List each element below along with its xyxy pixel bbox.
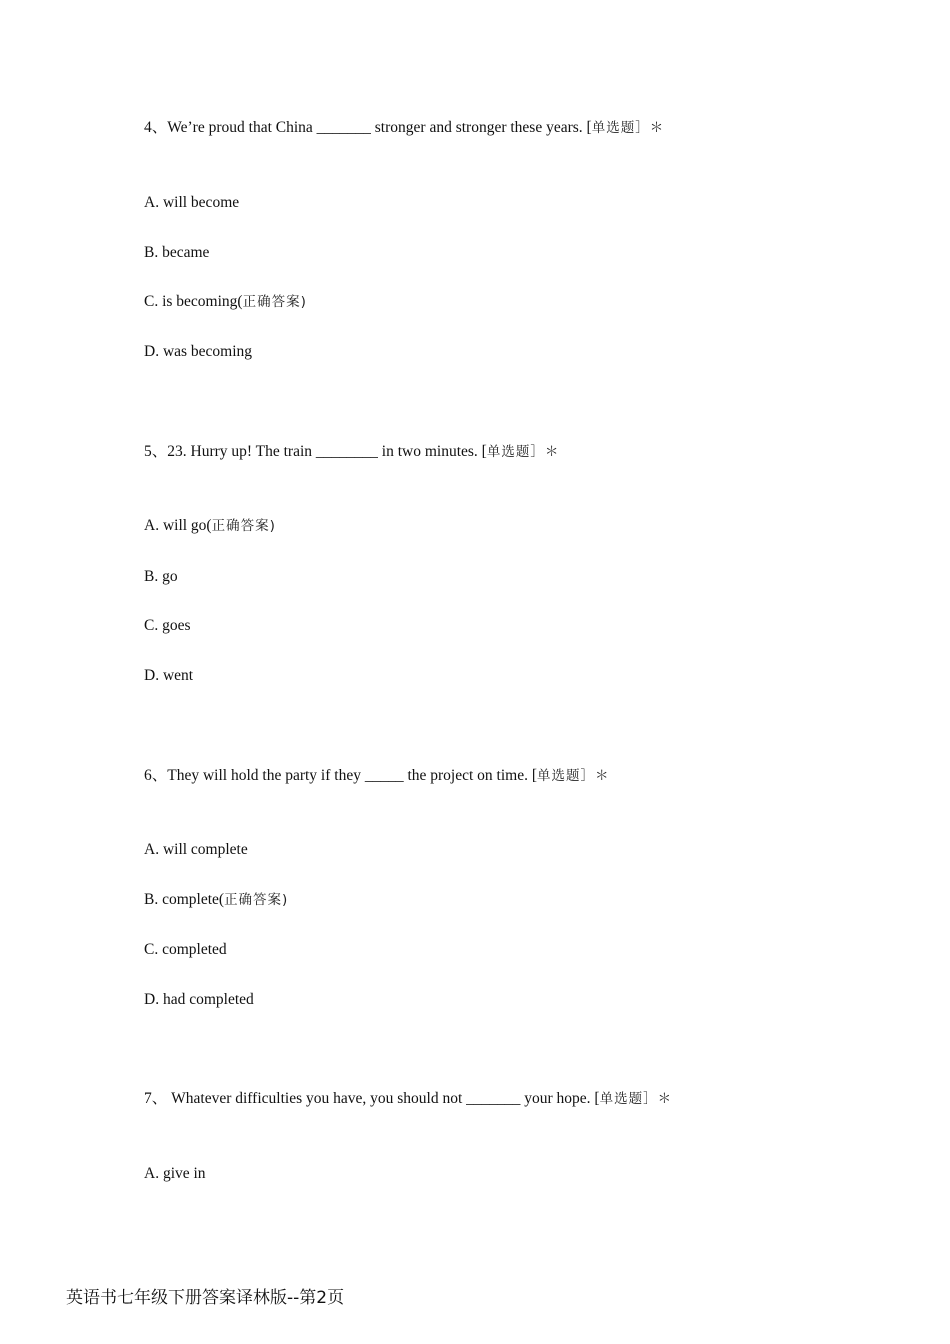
correct-answer-note: 正确答案) [211,518,276,534]
question-4 [144,118,664,138]
question-5-option-b [144,567,178,587]
question-6-option-a [144,840,248,860]
question-4-option-b [144,243,209,263]
option-label: C. is becoming( [144,293,243,310]
option-label: C. completed [144,941,227,958]
option-label: A. give in [144,1165,206,1182]
question-6-type-tag: 单选题］＊ [537,768,610,784]
question-4-option-a [144,193,239,213]
option-label: D. went [144,667,194,684]
option-label: A. will become [144,194,240,211]
option-label: A. will complete [144,841,248,858]
question-7-type-tag: 单选题］＊ [599,1091,673,1107]
question-6-option-b [144,890,288,910]
question-7-text: 7、 Whatever difficulties you have, you should not _______ your hope. [ [144,1090,600,1107]
question-6-option-d [144,990,254,1010]
question-4-type-tag: 单选题］＊ [591,120,665,136]
option-label: D. was becoming [144,343,253,360]
option-label: B. go [144,568,178,585]
page-footer: 英语书七年级下册答案译林版--第2页 [66,1288,345,1308]
question-6-option-c [144,940,227,960]
option-label: C. goes [144,617,191,634]
question-4-text: 4、We’re proud that China _______ stronger and stronger these years. [ [144,119,592,136]
question-5-option-a [144,516,276,536]
question-6 [144,766,610,786]
question-5 [144,442,559,462]
question-7 [144,1089,672,1109]
option-label: B. became [144,244,210,261]
question-5-text: 5、23. Hurry up! The train ________ in two minutes. [ [144,443,487,460]
question-4-option-d [144,342,252,362]
option-label: B. complete( [144,891,225,908]
option-label: A. will go( [144,517,212,534]
question-4-option-c [144,292,307,312]
question-5-option-d [144,666,193,686]
correct-answer-note: 正确答案) [242,294,307,310]
question-7-option-a [144,1164,206,1184]
question-5-type-tag: 单选题］＊ [486,444,560,460]
option-label: D. had completed [144,991,254,1008]
question-5-option-c [144,616,191,636]
question-6-text: 6、They will hold the party if they _____ the project on time. [ [144,767,538,784]
correct-answer-note: 正确答案) [224,892,289,908]
